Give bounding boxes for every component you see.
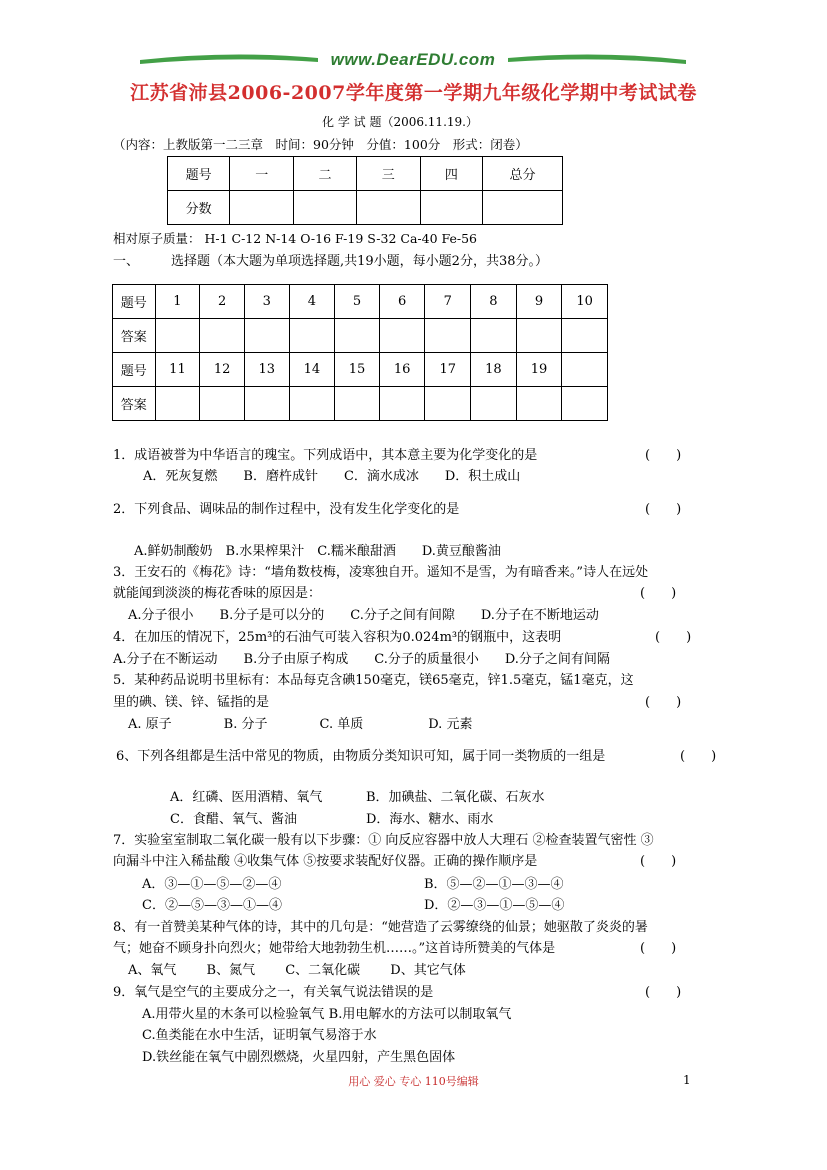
answer-input-cell[interactable] [562,319,608,353]
answer-input-cell[interactable] [289,387,335,421]
header-banner-swoosh-right [508,52,686,66]
page-number: 1 [683,1073,691,1087]
question-number-cell: 3 [244,285,289,319]
question-6-stem: 6、下列各组都是生活中常见的物质，由物质分类知识可知，属于同一类物质的一组是 [116,749,606,764]
answer-input-cell[interactable] [335,319,380,353]
answer-input-cell[interactable] [562,387,608,421]
answer-input-cell[interactable] [379,319,425,353]
answer-input-cell[interactable] [200,387,245,421]
score-cell: 四 [420,157,482,191]
question-5-options: A. 原子 B. 分子 C. 单质 D. 元素 [128,717,473,732]
answer-table-answer-row [113,387,608,421]
question-7-option-c: C．②—⑤—③—①—④ [142,898,282,913]
question-9-option-d: D.铁丝能在氧气中剧烈燃烧，火星四射，产生黑色固体 [142,1050,456,1065]
question-number-cell: 4 [289,285,335,319]
question-9-option-c: C.鱼类能在水中生活，证明氧气易溶于水 [142,1028,377,1043]
question-number-cell: 8 [471,285,517,319]
question-number-cell: 2 [200,285,245,319]
question-number-cell: 18 [471,353,517,387]
answer-input-cell[interactable] [425,319,471,353]
score-cell: 一 [230,157,294,191]
answer-blank[interactable]: ( ) [645,448,682,463]
section-number: 一、 [113,254,140,269]
question-6-option-a: A．红磷、医用酒精、氧气 [170,790,323,805]
answer-blank[interactable]: ( ) [680,749,717,764]
score-input-cell[interactable] [356,191,420,225]
question-number-cell: 6 [379,285,425,319]
question-number-cell: 7 [425,285,471,319]
score-cell: 总分 [483,157,563,191]
question-7-option-d: D．②—③—①—⑤—④ [424,898,565,913]
question-7-stem-line1: 7．实验室室制取二氧化碳一般有以下步骤：① 向反应容器中放人大理石 ②检查装置气密性 ③ [113,833,654,848]
score-table [167,156,563,225]
answer-blank[interactable]: ( ) [645,985,682,1000]
question-6-option-c: C．食醋、氧气、酱油 [170,812,297,827]
score-input-cell[interactable] [420,191,482,225]
answer-input-cell[interactable] [155,319,200,353]
question-number-cell: 1 [155,285,200,319]
answer-input-cell[interactable] [516,387,562,421]
score-cell: 三 [356,157,420,191]
answer-row-label: 题号 [113,353,156,387]
exam-subtitle: 化 学 试 题（2006.11.19.） [322,115,478,129]
answer-blank[interactable]: ( ) [640,854,677,869]
atomic-masses: 相对原子质量： H-1 C-12 N-14 O-16 F-19 S-32 Ca-40 Fe-56 [113,231,478,246]
score-input-cell[interactable] [294,191,356,225]
answer-input-cell[interactable] [244,387,289,421]
question-7-option-b: B．⑤—②—①—③—④ [424,877,564,892]
question-number-cell: 13 [244,353,289,387]
score-cell: 二 [294,157,356,191]
exam-meta: （内容：上教版第一二三章 时间：90分钟 分值：100分 形式：闭卷） [113,137,528,152]
answer-input-cell[interactable] [379,387,425,421]
question-number-cell: 12 [200,353,245,387]
footer-editor-note: 用心 爱心 专心 110号编辑 [348,1075,479,1088]
score-input-cell[interactable] [483,191,563,225]
answer-row-label: 题号 [113,285,156,319]
question-number-cell: 16 [379,353,425,387]
question-6-option-d: D．海水、糖水、雨水 [366,812,494,827]
question-9-options-ab: A.用带火星的木条可以检验氧气 B.用电解水的方法可以制取氧气 [142,1007,512,1022]
question-8-stem-line1: 8、有一首赞美某种气体的诗，其中的几句是：“她营造了云雾缭绕的仙景；她驱散了炎炎的暑 [113,920,648,935]
question-number-cell: 5 [335,285,380,319]
question-3-options: A.分子很小 B.分子是可以分的 C.分子之间有间隙 D.分子在不断地运动 [128,608,599,623]
question-8-options: A、氧气 B、氮气 C、二氧化碳 D、其它气体 [128,963,466,978]
answer-blank[interactable]: ( ) [655,630,692,645]
answer-table-answer-row [113,319,608,353]
answer-input-cell[interactable] [516,319,562,353]
question-8-stem-line2: 气；她奋不顾身扑向烈火；她带给大地勃勃生机……。”这首诗所赞美的气体是 [113,941,556,956]
question-7-stem-line2: 向漏斗中注入稀盐酸 ④收集气体 ⑤按要求装配好仪器。正确的操作顺序是 [113,854,538,869]
question-3-stem-line1: 3．王安石的《梅花》诗：“墙角数枝梅，凌寒独自开。遥知不是雪，为有暗香来。”诗人在远处 [113,565,649,580]
answer-table-number-row [113,285,608,319]
question-number-cell: 19 [516,353,562,387]
question-9-stem: 9．氧气是空气的主要成分之一，有关氧气说法错误的是 [113,985,434,1000]
exam-title: 江苏省沛县2006-2007学年度第一学期九年级化学期中考试试卷 [130,82,697,104]
question-number-cell: 15 [335,353,380,387]
score-table-header-row [168,157,563,191]
answer-input-cell[interactable] [155,387,200,421]
answer-table-number-row [113,353,608,387]
answer-blank[interactable]: ( ) [640,941,677,956]
score-row-label: 分数 [168,191,230,225]
score-cell: 题号 [168,157,230,191]
answer-input-cell[interactable] [200,319,245,353]
answer-row-label: 答案 [113,319,156,353]
site-url[interactable]: www.DearEDU.com [330,50,496,69]
score-table-score-row [168,191,563,225]
answer-table [112,284,608,421]
score-input-cell[interactable] [230,191,294,225]
header-banner-swoosh-left [140,52,318,66]
question-5-stem-line2: 里的碘、镁、锌、锰指的是 [113,695,270,710]
question-number-cell: 9 [516,285,562,319]
answer-input-cell[interactable] [471,387,517,421]
answer-input-cell[interactable] [335,387,380,421]
question-2-options: A.鲜奶制酸奶 B.水果榨果汁 C.糯米酿甜酒 D.黄豆酿酱油 [134,544,501,559]
question-number-cell: 10 [562,285,608,319]
answer-blank[interactable]: ( ) [640,586,677,601]
question-4-options: A.分子在不断运动 B.分子由原子构成 C.分子的质量很小 D.分子之间有间隔 [113,652,610,667]
question-6-option-b: B．加碘盐、二氧化碳、石灰水 [366,790,545,805]
answer-input-cell[interactable] [244,319,289,353]
question-3-stem-line2: 就能闻到淡淡的梅花香味的原因是： [113,586,322,601]
answer-input-cell[interactable] [471,319,517,353]
answer-blank[interactable]: ( ) [645,502,682,517]
question-number-cell: 11 [155,353,200,387]
question-number-cell [562,353,608,387]
answer-row-label: 答案 [113,387,156,421]
question-1-stem: 1．成语被誉为中华语言的瑰宝。下列成语中，其本意主要为化学变化的是 [113,448,538,463]
question-number-cell: 14 [289,353,335,387]
question-4-stem: 4．在加压的情况下，25m³的石油气可装入容积为0.024m³的钢瓶中，这表明 [113,630,562,645]
question-5-stem-line1: 5．某种药品说明书里标有：本品每克含碘150毫克，镁65毫克，锌1.5毫克，锰1毫克，这 [113,673,634,688]
answer-input-cell[interactable] [289,319,335,353]
question-1-options: A．死灰复燃 B．磨杵成针 C．滴水成冰 D．积土成山 [143,469,521,484]
question-number-cell: 17 [425,353,471,387]
answer-blank[interactable]: ( ) [645,695,682,710]
question-2-stem: 2．下列食品、调味品的制作过程中，没有发生化学变化的是 [113,502,460,517]
section-heading: 选择题（本大题为单项选择题,共19小题，每小题2分，共38分。） [171,254,548,269]
question-7-option-a: A．③—①—⑤—②—④ [142,877,282,892]
answer-input-cell[interactable] [425,387,471,421]
